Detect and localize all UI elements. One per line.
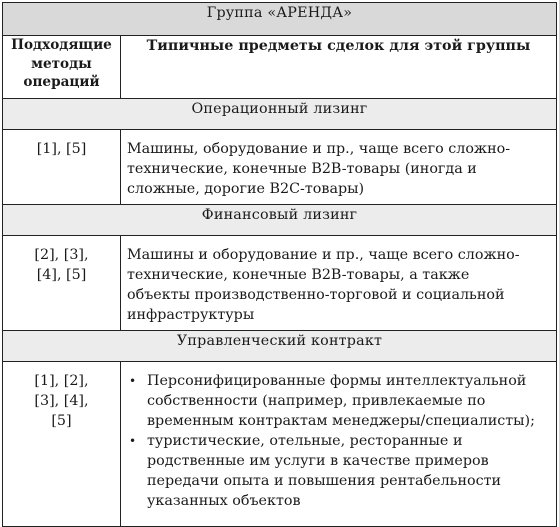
section-row-financial-lease [3,205,557,236]
description-line: инфраструктуры [127,307,255,323]
description-line: объекты производственно-торговой и социальной [127,287,505,303]
methods-header-line: Подходящие [11,37,112,53]
description-cell [121,362,557,527]
methods-refs-line: [1], [2], [34,373,89,389]
table-row [3,236,557,331]
table-row [3,130,557,205]
bullet-line: собственности (например, привлекаемые по [147,393,486,409]
bullet-icon: • [129,434,137,448]
list-item [127,431,550,511]
methods-refs-line: [1], [5] [36,141,87,157]
table-row [3,362,557,527]
bullet-list [127,371,550,511]
methods-cell [3,362,121,527]
methods-column-header [3,36,121,99]
methods-header-line: операций [23,74,100,90]
description-line: технические, конечные B2B-товары (иногда и [127,161,477,177]
description-line: Машины и оборудование и пр., чаще всего сложно- [127,247,520,263]
methods-cell [3,236,121,331]
description-line: Машины, оборудование и пр., чаще всего сложно- [127,141,511,157]
methods-refs-line: [2], [3], [34,247,89,263]
description-line: технические, конечные B2B-товары, а также [127,267,470,283]
bullet-line: передачи опыта и повышения рентабельности [147,473,502,489]
description-cell [121,130,557,205]
description-cell [121,236,557,331]
bullet-line: родственные им услуги в качестве примеров [147,453,489,469]
bullet-line: Персонифицированные формы интеллектуальной [147,373,527,389]
bullet-icon: • [129,374,137,388]
methods-header-line: методы [31,55,92,72]
column-header-row [3,36,557,99]
subjects-column-header: Типичные предметы сделок для этой группы [121,36,557,99]
methods-cell [3,130,121,205]
bullet-line: туристические, отельные, ресторанные и [147,433,463,449]
methods-refs-line: [3], [4], [34,393,89,409]
section-row-operating-lease [3,99,557,130]
description-line: сложные, дорогие B2C-товары) [127,181,365,197]
table-title: Группа «АРЕНДА» [3,3,557,36]
table-title-row [3,3,557,36]
lease-group-table [2,2,557,527]
section-row-management-contract [3,331,557,362]
methods-refs-line: [4], [5] [36,267,87,283]
bullet-line: указанных объектов [147,493,301,509]
section-title: Управленческий контракт [3,331,557,362]
section-title: Операционный лизинг [3,99,557,130]
bullet-line: временным контрактам менеджеры/специалисты); [147,413,535,429]
section-title: Финансовый лизинг [3,205,557,236]
list-item [127,371,550,431]
methods-refs-line: [5] [51,413,72,429]
